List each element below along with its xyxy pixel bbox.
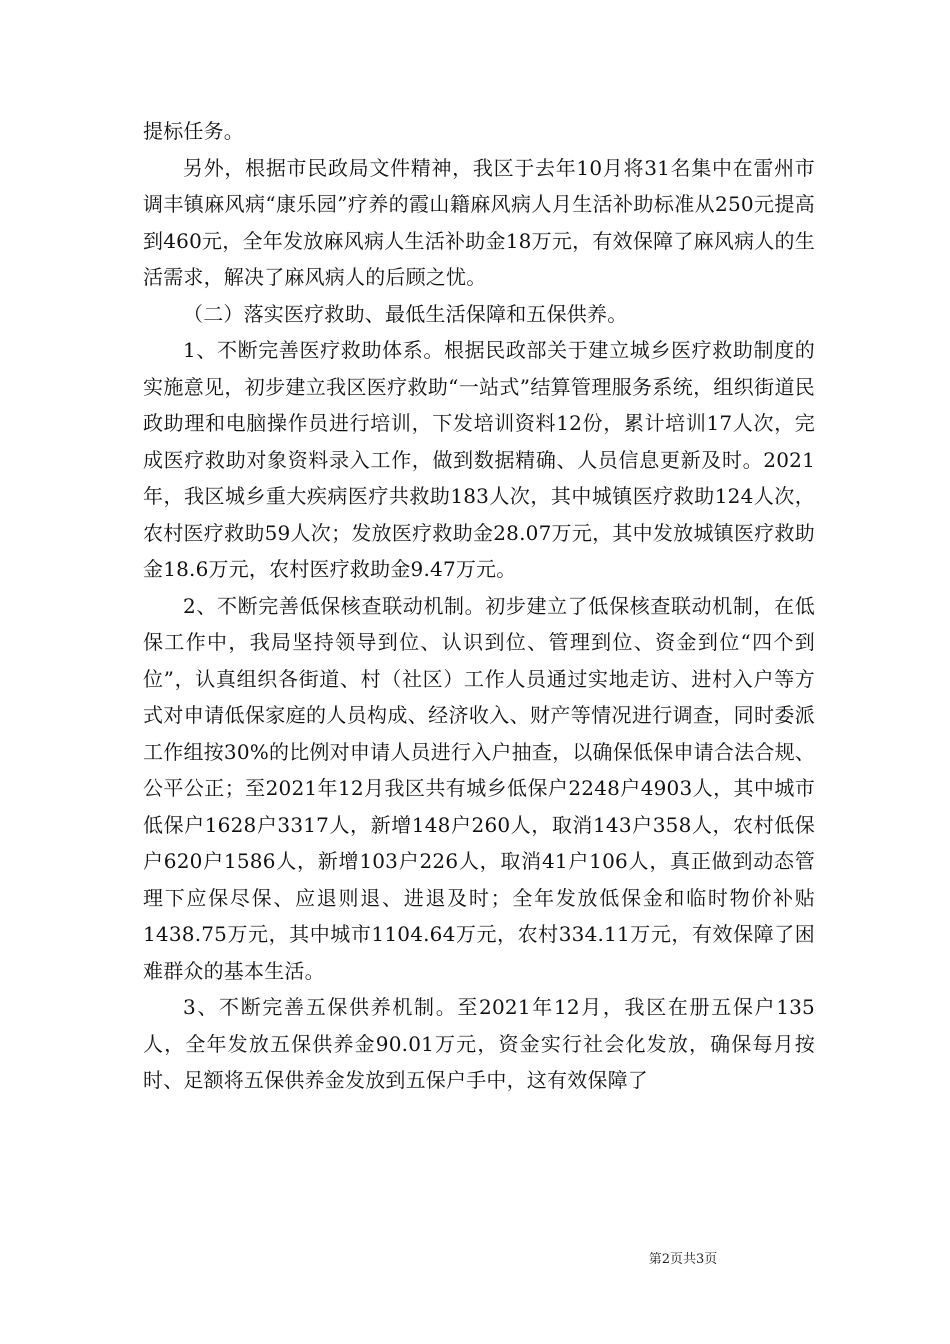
section-heading-medical-assistance: （二）落实医疗救助、最低生活保障和五保供养。: [183, 301, 628, 326]
paragraph-minimum-living-guarantee: 2、不断完善低保核查联动机制。初步建立了低保核查联动机制，在低保工作中，我局坚持领导到位、认识到位、管理到位、资金到位“四个到位”，认真组织各街道、村（社区）工作人员通过实地走访、进村入户等方式对申请低保家庭的人员构成、经济收入、财产等情况进行调查，同时委派工作组按30%的比例对申请人员进行入户抽查，以确保低保申请合法合规、公平公正；至2021年12月我区共有城乡低保户2248户4903人，其中城市低保户1628户3317人，新增148户260人，取消143户358人，农村低保户620户1586人，新增103户226人，取消41户106人，真正做到动态管理下应保尽保、应退则退、进退及时；全年发放低保金和临时物价补贴1438.75万元，其中城市1104.64万元，农村334.11万元，有效保障了困难群众的基本生活。: [143, 593, 815, 983]
paragraph-medical-assistance: 1、不断完善医疗救助体系。根据民政部关于建立城乡医疗救助制度的实施意见，初步建立我区医疗救助“一站式”结算管理服务系统，组织街道民政助理和电脑操作员进行培训，下发培训资料12份，累计培训17人次，完成医疗救助对象资料录入工作，做到数据精确、人员信息更新及时。2021年，我区城乡重大疾病医疗共救助183人次，其中城镇医疗救助124人次，农村医疗救助59人次；发放医疗救助金28.07万元，其中发放城镇医疗救助金18.6万元，农村医疗救助金9.47万元。: [143, 338, 815, 581]
paragraph-five-guarantees: 3、不断完善五保供养机制。至2021年12月，我区在册五保户135人，全年发放五保供养金90.01万元，资金实行社会化发放，确保每月按时、足额将五保供养金发放到五保户手中，这有效保障了: [143, 995, 815, 1092]
document-body: [143, 113, 815, 1099]
paragraph-continuation: 提标任务。: [143, 119, 244, 143]
page-footer: [0, 1248, 950, 1267]
page-number: 第2页共3页: [648, 1252, 718, 1267]
paragraph-leprosy-subsidy: 另外，根据市民政局文件精神，我区于去年10月将31名集中在雷州市调丰镇麻风病“康乐园”疗养的霞山籍麻风病人月生活补助标准从250元提高到460元，全年发放麻风病人生活补助金18万元，有效保障了麻风病人的生活需求，解决了麻风病人的后顾之忧。: [143, 155, 815, 289]
